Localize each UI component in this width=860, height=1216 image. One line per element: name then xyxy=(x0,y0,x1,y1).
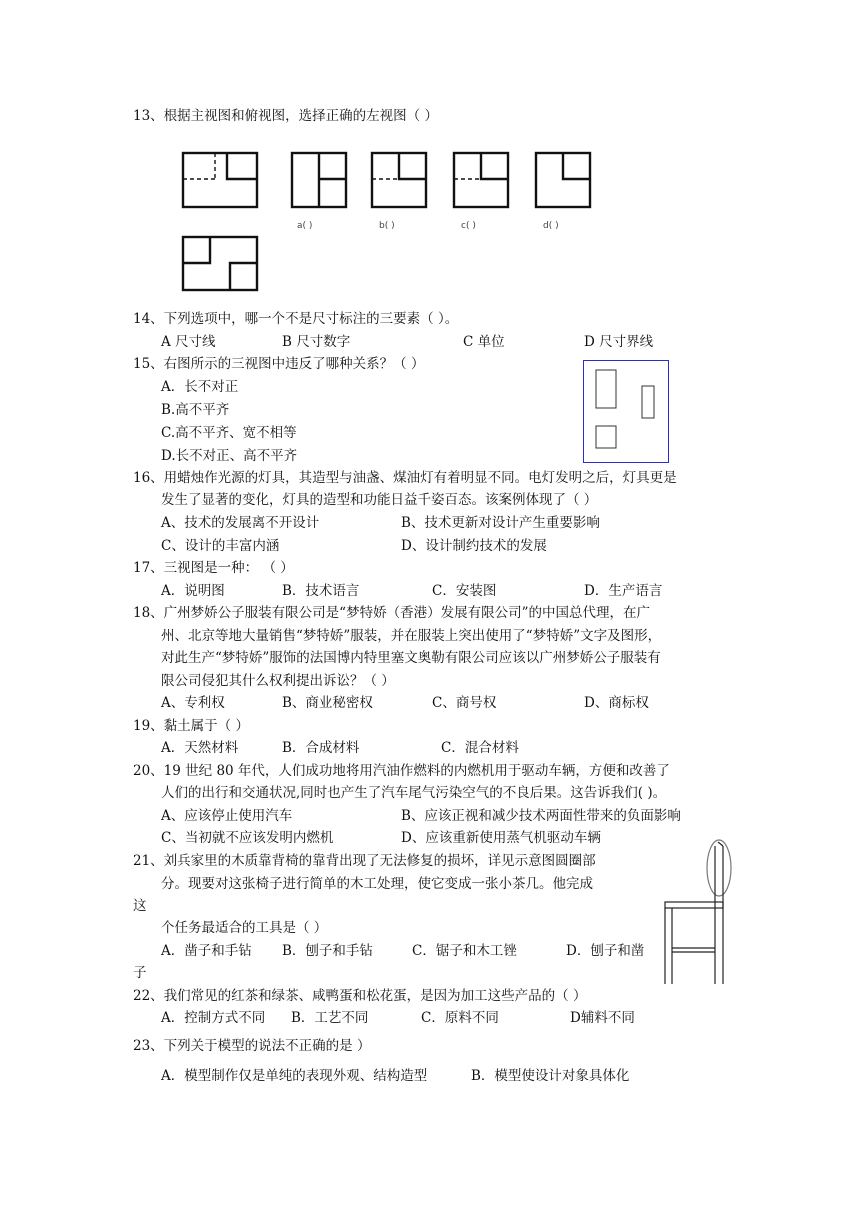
q13-text: 13、根据主视图和俯视图，选择正确的左视图（ ） xyxy=(133,108,438,124)
caption-a: a( ) xyxy=(297,221,313,231)
q18-line4: 限公司侵犯其什么权利提出诉讼？（ ） xyxy=(161,673,395,689)
q21-wrap: 子 xyxy=(133,965,147,981)
q21-option-d: D．刨子和凿 xyxy=(566,943,645,959)
q21-option-a: A．凿子和手钻 xyxy=(161,943,252,959)
q19-option-c: C．混合材料 xyxy=(441,740,519,756)
q18-option-a: A、专利权 xyxy=(161,695,225,711)
q18-line3: 对此生产“梦特娇”服饰的法国博内特里塞文奥勒有限公司应该以广州梦娇公子服装有 xyxy=(161,650,661,666)
caption-d: d( ) xyxy=(543,221,559,231)
caption-c: c( ) xyxy=(461,221,476,231)
q15-option-d: D.长不对正、高不平齐 xyxy=(161,448,298,464)
q15-option-b: B.高不平齐 xyxy=(161,402,230,418)
q14-option-b: B 尺寸数字 xyxy=(282,334,351,350)
q20-option-b: B、应该正视和减少技术两面性带来的负面影响 xyxy=(401,808,681,824)
q18-option-b: B、商业秘密权 xyxy=(282,695,373,711)
caption-b: b( ) xyxy=(379,221,395,231)
q22-option-c: C．原料不同 xyxy=(421,1010,499,1026)
q13-views-figure xyxy=(175,145,595,295)
q18-option-d: D、商标权 xyxy=(584,695,649,711)
q22-option-d: D辅料不同 xyxy=(570,1010,635,1026)
q22-text: 22、我们常见的红茶和绿茶、咸鸭蛋和松花蛋，是因为加工这些产品的（ ） xyxy=(133,988,587,1004)
top-view xyxy=(183,237,257,290)
q17-text: 17、三视图是一种： （ ） xyxy=(133,560,294,576)
q16-option-c: C、设计的丰富内涵 xyxy=(161,538,280,554)
q15-option-a: A．长不对正 xyxy=(161,379,239,395)
q21-line3: 这 xyxy=(133,898,147,914)
q20-line2: 人们的出行和交通状况,同时也产生了汽车尾气污染空气的不良后果。这告诉我们( )。 xyxy=(161,785,667,801)
q20-option-a: A、应该停止使用汽车 xyxy=(161,808,293,824)
q15-option-c: C.高不平齐、宽不相等 xyxy=(161,425,297,441)
q22-option-a: A．控制方式不同 xyxy=(161,1010,266,1026)
q23-text: 23、下列关于模型的说法不正确的是 ） xyxy=(133,1038,371,1054)
q16-line1: 16、用蜡烛作光源的灯具，其造型与油盏、煤油灯有着明显不同。电灯发明之后，灯具更是 xyxy=(133,470,677,486)
q16-option-a: A、技术的发展离不开设计 xyxy=(161,515,320,531)
q15-three-view-figure xyxy=(583,360,670,464)
q21-chair-figure xyxy=(660,836,740,986)
q16-option-b: B、技术更新对设计产生重要影响 xyxy=(401,515,600,531)
q20-option-c: C、当初就不应该发明内燃机 xyxy=(161,830,334,846)
q23-option-b: B．模型使设计对象具体化 xyxy=(471,1068,630,1084)
q22-option-b: B．工艺不同 xyxy=(291,1010,369,1026)
q20-option-d: D、应该重新使用蒸气机驱动车辆 xyxy=(401,830,601,846)
q16-option-d: D、设计制约技术的发展 xyxy=(401,538,547,554)
q19-option-b: B．合成材料 xyxy=(282,740,360,756)
q14-text: 14、下列选项中，哪一个不是尺寸标注的三要素（ ）。 xyxy=(133,311,459,327)
q18-option-c: C、商号权 xyxy=(432,695,497,711)
front-view xyxy=(183,153,257,207)
q21-line1: 21、刘兵家里的木质靠背椅的靠背出现了无法修复的损坏，详见示意图圆圈部 xyxy=(133,853,596,869)
option-c-view xyxy=(454,153,508,207)
q21-option-c: C．锯子和木工锉 xyxy=(412,943,517,959)
q18-line2: 州、北京等地大量销售“梦特娇”服装，并在服装上突出使用了“梦特娇”文字及图形， xyxy=(161,628,662,644)
q19-text: 19、黏土属于（ ） xyxy=(133,718,249,734)
q14-option-a: A 尺寸线 xyxy=(161,334,216,350)
q20-line1: 20、19 世纪 80 年代，人们成功地将用汽油作燃料的内燃机用于驱动车辆，方便和改善了 xyxy=(133,763,670,779)
q14-option-d: D 尺寸界线 xyxy=(584,334,654,350)
q21-line2: 分。现要对这张椅子进行简单的木工处理，使它变成一张小茶几。他完成 xyxy=(161,876,593,892)
q17-option-d: D．生产语言 xyxy=(584,583,663,599)
q21-line4: 个任务最适合的工具是（ ） xyxy=(161,920,328,936)
q14-option-c: C 单位 xyxy=(463,334,505,350)
q16-line2: 发生了显著的变化，灯具的造型和功能日益千姿百态。该案例体现了（ ） xyxy=(161,492,598,508)
q19-option-a: A．天然材料 xyxy=(161,740,239,756)
q17-option-a: A．说明图 xyxy=(161,583,225,599)
q21-option-b: B．刨子和手钻 xyxy=(282,943,373,959)
q17-option-c: C．安装图 xyxy=(432,583,497,599)
q23-option-a: A．模型制作仅是单纯的表现外观、结构造型 xyxy=(161,1068,428,1084)
q18-line1: 18、广州梦娇公子服装有限公司是“梦特娇（香港）发展有限公司”的中国总代理，在广 xyxy=(133,605,650,621)
option-d-view xyxy=(536,153,590,207)
option-a-view xyxy=(292,153,346,207)
q15-text: 15、右图所示的三视图中违反了哪种关系？（ ） xyxy=(133,356,425,372)
q17-option-b: B．技术语言 xyxy=(282,583,360,599)
option-b-view xyxy=(372,153,426,207)
